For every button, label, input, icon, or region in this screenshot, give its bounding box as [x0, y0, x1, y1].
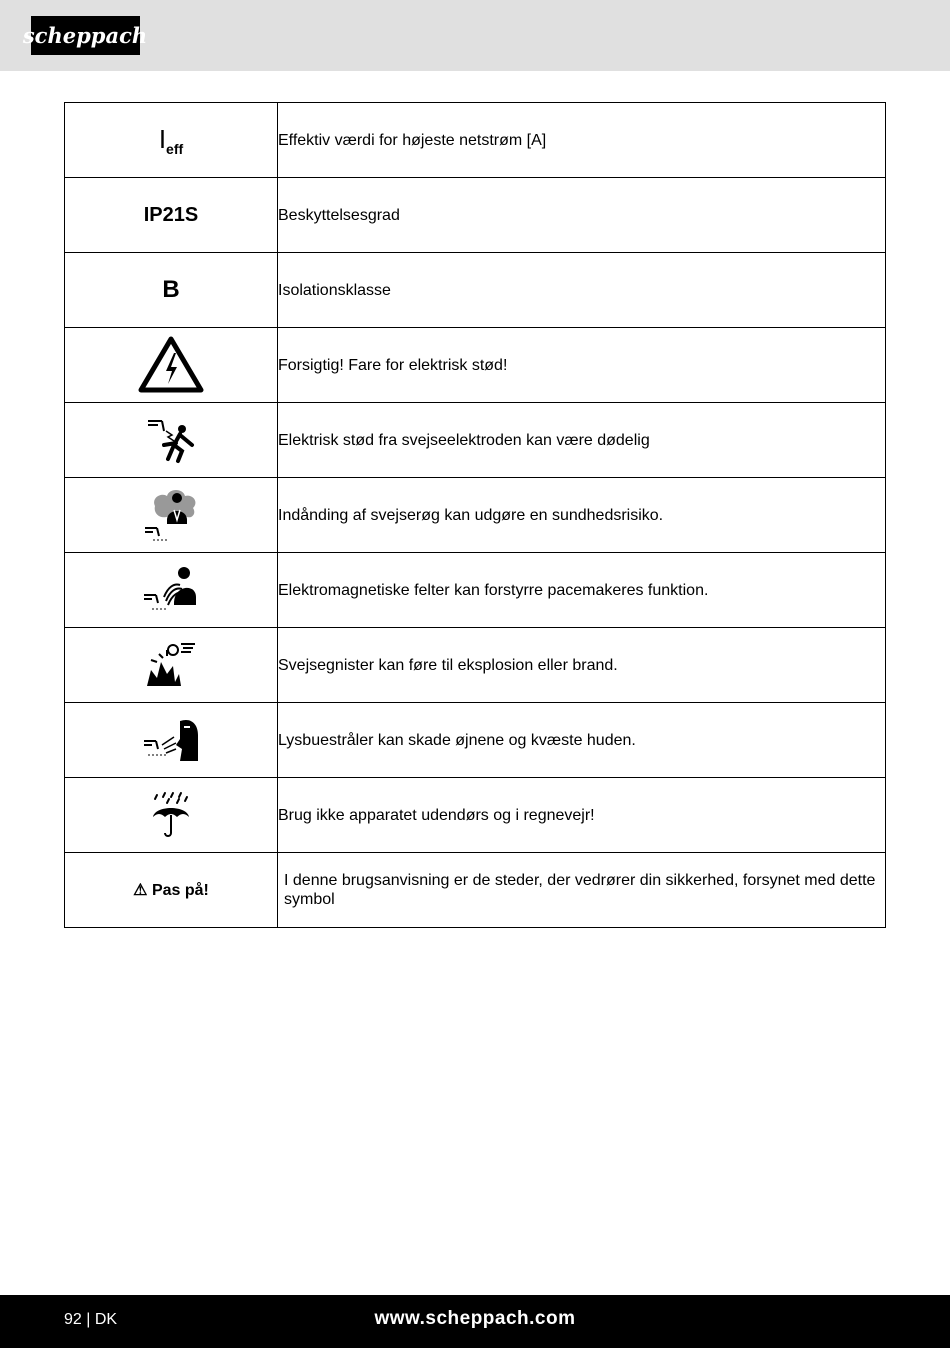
electromagnetic-field-icon — [142, 565, 200, 615]
caution-label: ⚠ Pas på! — [133, 882, 209, 899]
table-row — [65, 853, 886, 928]
table-row — [65, 328, 886, 403]
description-cell: Brug ikke apparatet udendørs og i regnevejr! — [278, 778, 886, 853]
symbol-cell — [65, 853, 278, 928]
table-row — [65, 403, 886, 478]
description-cell: Effektiv værdi for højeste netstrøm [A] — [278, 103, 886, 178]
table-row — [65, 103, 886, 178]
description-cell: Elektromagnetiske felter kan forstyrre pacemakeres funktion. — [278, 553, 886, 628]
svg-text:scheppach: scheppach — [22, 23, 148, 48]
ip-rating-symbol: IP21S — [143, 203, 199, 226]
description-cell: Lysbuestråler kan skade øjnene og kvæste huden. — [278, 703, 886, 778]
symbol-cell — [65, 778, 278, 853]
table-row — [65, 778, 886, 853]
electric-hazard-triangle-icon — [137, 335, 205, 395]
umbrella-rain-icon — [149, 791, 193, 839]
symbol-cell — [65, 403, 278, 478]
description-cell: Forsigtig! Fare for elektrisk stød! — [278, 328, 886, 403]
welding-fumes-icon — [141, 484, 201, 546]
page-header — [0, 0, 950, 71]
electrode-shock-icon — [144, 415, 198, 465]
description-cell: Isolationsklasse — [278, 253, 886, 328]
website-url: www.scheppach.com — [374, 1308, 576, 1329]
table-row — [65, 553, 886, 628]
welding-sparks-fire-icon — [143, 640, 199, 690]
symbol-cell — [65, 628, 278, 703]
symbol-cell — [65, 253, 278, 328]
description-cell: Indånding af svejserøg kan udgøre en sundhedsrisiko. — [278, 478, 886, 553]
table-row — [65, 253, 886, 328]
insulation-class-symbol: B — [162, 276, 180, 303]
page-number: 92 | DK — [64, 1311, 118, 1328]
table-row — [65, 178, 886, 253]
symbol-table — [64, 102, 886, 928]
symbol-cell — [65, 328, 278, 403]
warning-icon: ⚠ — [133, 882, 148, 899]
description-cell: Beskyttelsesgrad — [278, 178, 886, 253]
page-footer — [0, 1295, 950, 1348]
symbol-cell — [65, 703, 278, 778]
symbol-cell — [65, 553, 278, 628]
description-cell: Svejsegnister kan føre til eksplosion eller brand. — [278, 628, 886, 703]
table-row — [65, 703, 886, 778]
description-cell: Elektrisk stød fra svejseelektroden kan være dødelig — [278, 403, 886, 478]
ieff-symbol: $I_{eff}$ — [158, 123, 184, 157]
table-row — [65, 628, 886, 703]
symbol-cell — [65, 178, 278, 253]
table-row — [65, 478, 886, 553]
scheppach-logo — [22, 16, 148, 55]
symbol-cell — [65, 103, 278, 178]
description-cell: I denne brugsanvisning er de steder, der vedrører din sikkerhed, forsynet med dette symbol — [278, 853, 886, 928]
arc-rays-icon — [140, 715, 202, 765]
symbol-cell — [65, 478, 278, 553]
